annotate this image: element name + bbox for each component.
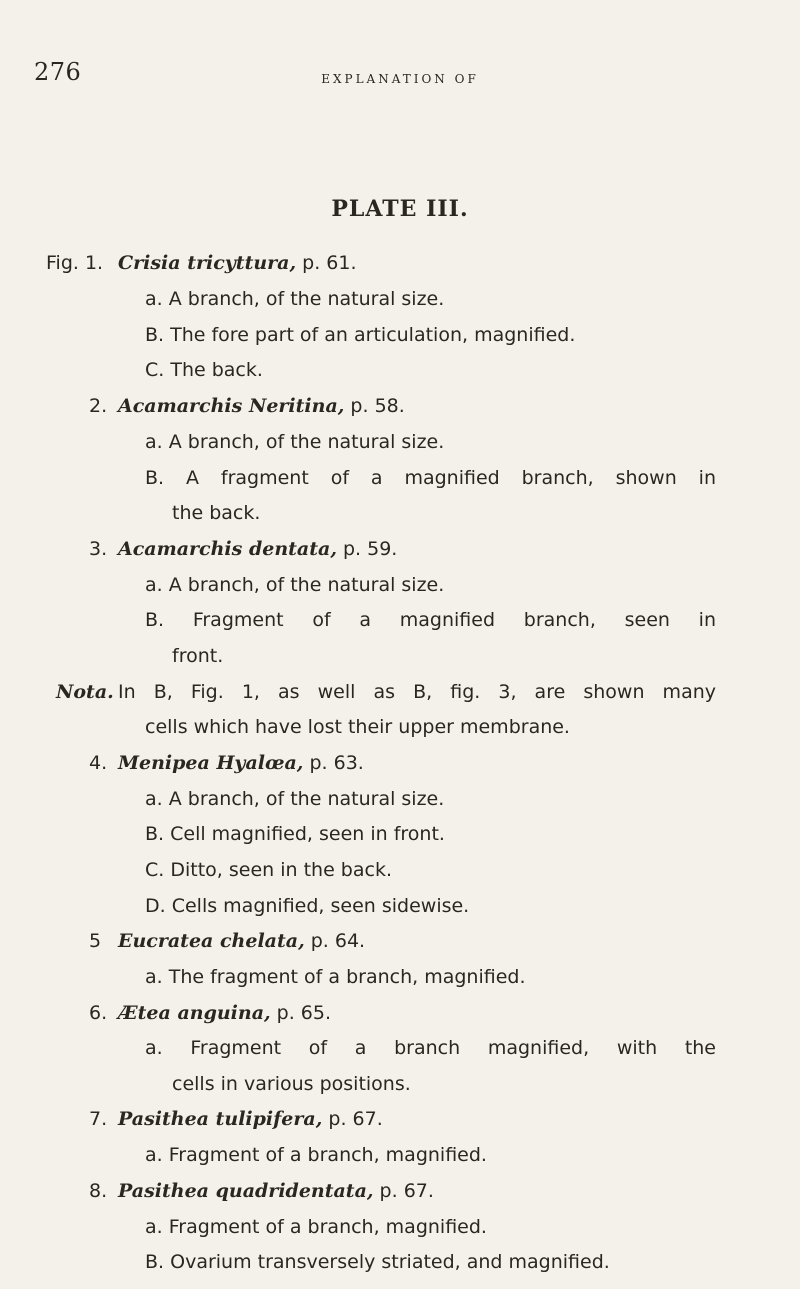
fig-4-title (118, 752, 364, 774)
fig-4-item-d: D. Cells magnified, seen sidewise. (145, 895, 470, 917)
fig-3-item-a: a. A branch, of the natural size. (145, 574, 445, 596)
fig-2-item-a: a. A branch, of the natural size. (145, 431, 445, 453)
fig-7-page: p. 67. (322, 1108, 383, 1130)
fig-3-item-b-line-1: B. Fragment of a magnified branch, seen in (145, 609, 716, 631)
fig-1-species: Crisia tricyttura, (118, 252, 297, 274)
fig-1-item-b: B. The fore part of an articulation, magnified. (145, 324, 576, 346)
fig-7-item-a: a. Fragment of a branch, magnified. (145, 1144, 487, 1166)
fig-8-item-a: a. Fragment of a branch, magnified. (145, 1216, 487, 1238)
fig-1-page: p. 61. (296, 252, 357, 274)
fig-2-species: Acamarchis Neritina, (118, 395, 345, 417)
fig-6-title (118, 1002, 331, 1024)
fig-6-species: Ætea anguina, (118, 1002, 271, 1024)
fig-3-label: 3. (89, 538, 108, 560)
fig-7-label: 7. (89, 1108, 108, 1130)
fig-7-species: Pasithea tulipifera, (118, 1108, 323, 1130)
fig-5-title (118, 930, 365, 952)
fig-3-title (118, 538, 397, 560)
page-number: 276 (34, 58, 82, 86)
fig-4-item-c: C. Ditto, seen in the back. (145, 859, 392, 881)
nota-line-1: In B, Fig. 1, as well as B, fig. 3, are shown many (118, 681, 716, 703)
fig-1-label: Fig. 1. (46, 252, 104, 274)
fig-4-label: 4. (89, 752, 108, 774)
fig-5-label: 5 (89, 930, 102, 952)
fig-5-species: Eucratea chelata, (118, 930, 305, 952)
nota-line-2: cells which have lost their upper membrane. (145, 716, 570, 738)
fig-6-item-a-line-2: cells in various positions. (172, 1073, 411, 1095)
fig-4-species: Menipea Hyalœa, (118, 752, 304, 774)
fig-7-title (118, 1108, 383, 1130)
fig-8-title (118, 1180, 434, 1202)
running-head: EXPLANATION OF (321, 72, 479, 86)
fig-2-title (118, 395, 405, 417)
fig-8-item-b: B. Ovarium transversely striated, and magnified. (145, 1251, 610, 1273)
fig-3-page: p. 59. (336, 538, 398, 560)
fig-6-item-a-line-1: a. Fragment of a branch magnified, with the (145, 1037, 716, 1059)
fig-4-page: p. 63. (303, 752, 364, 774)
fig-2-item-b-line-2: the back. (172, 502, 261, 524)
fig-4-item-b: B. Cell magnified, seen in front. (145, 823, 445, 845)
fig-2-label: 2. (89, 395, 108, 417)
fig-1-title (118, 252, 357, 274)
fig-4-item-a: a. A branch, of the natural size. (145, 788, 445, 810)
fig-5-item-a: a. The fragment of a branch, magnified. (145, 966, 526, 988)
fig-3-species: Acamarchis dentata, (118, 538, 337, 560)
fig-6-label: 6. (89, 1002, 108, 1024)
nota-label: Nota. (56, 681, 114, 703)
fig-2-page: p. 58. (344, 395, 405, 417)
fig-3-item-b-line-2: front. (172, 645, 224, 667)
fig-6-page: p. 65. (270, 1002, 332, 1024)
fig-8-species: Pasithea quadridentata, (118, 1180, 374, 1202)
plate-title: PLATE III. (331, 196, 469, 222)
fig-2-item-b-line-1: B. A fragment of a magnified branch, shown in (145, 467, 716, 489)
fig-8-page: p. 67. (373, 1180, 434, 1202)
fig-1-item-a: a. A branch, of the natural size. (145, 288, 445, 310)
fig-8-label: 8. (89, 1180, 108, 1202)
fig-5-page: p. 64. (304, 930, 366, 952)
fig-1-item-c: C. The back. (145, 359, 263, 381)
